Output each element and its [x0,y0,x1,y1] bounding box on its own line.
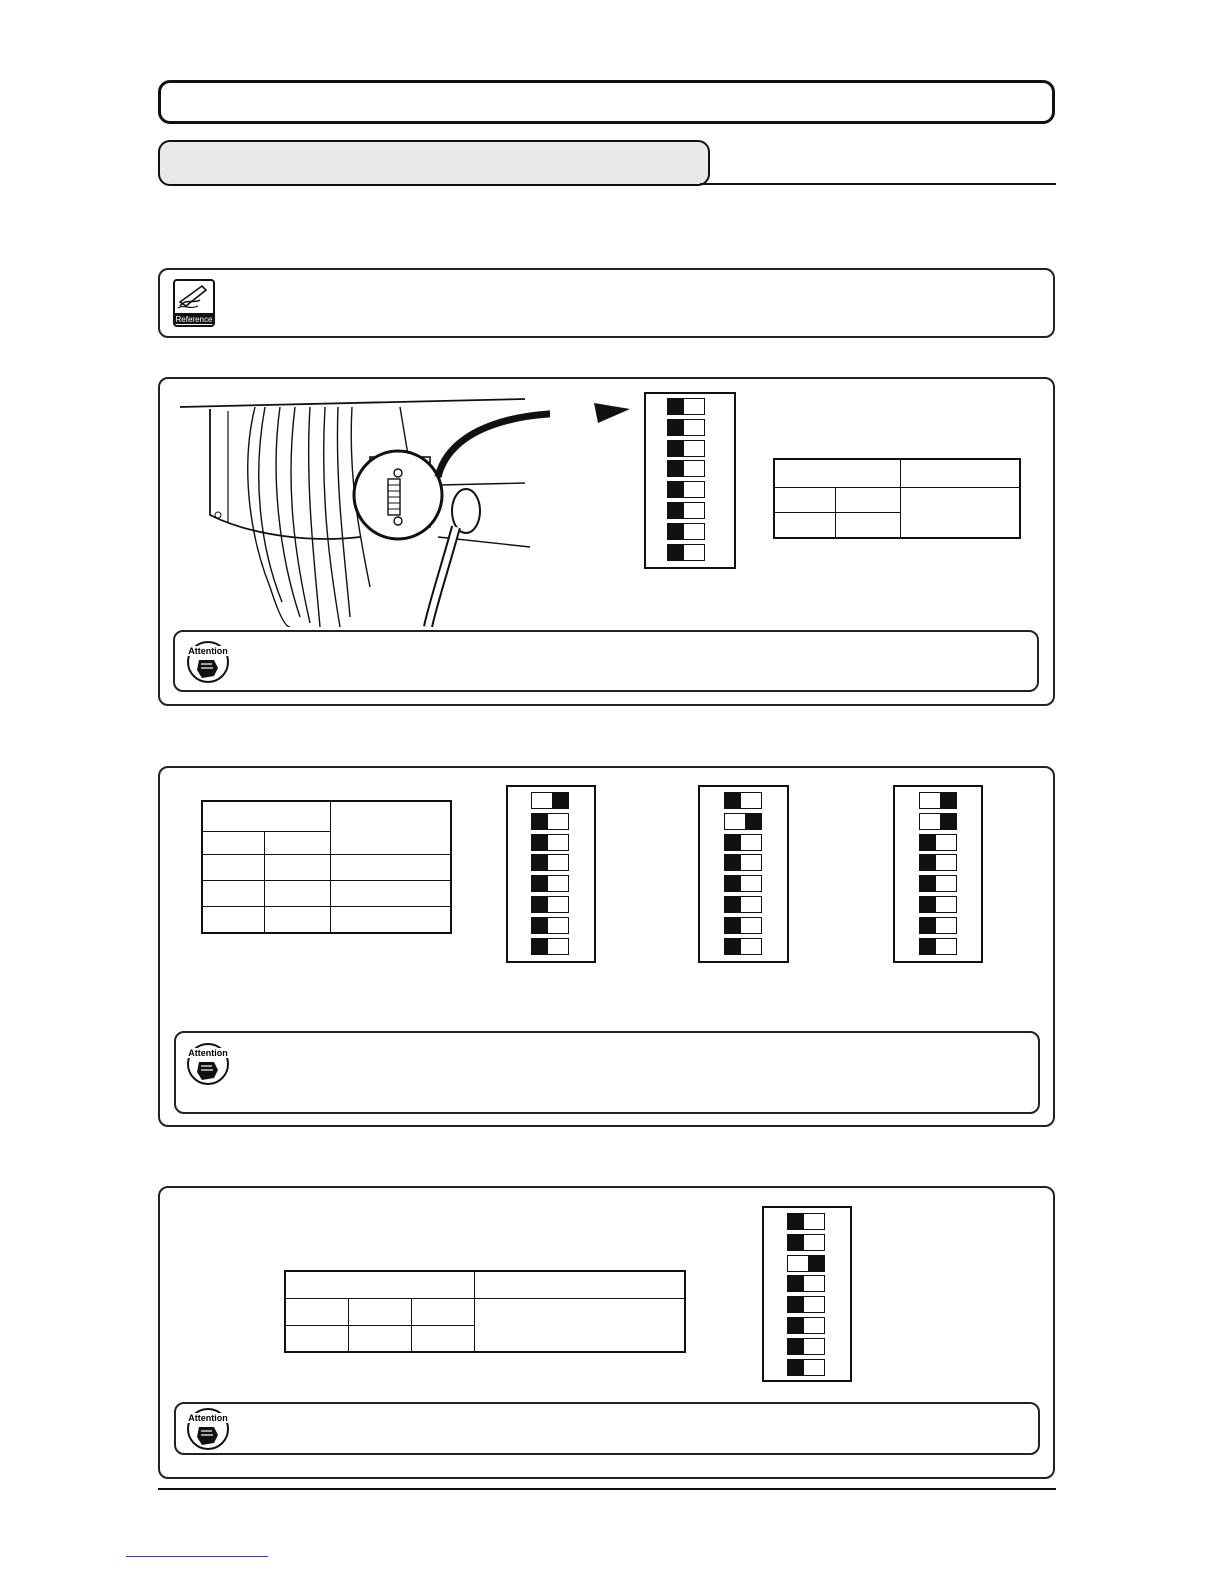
dip-toggle-knob [920,855,936,870]
dip-switch-mode-b [698,785,789,963]
dip-toggle-knob [668,441,684,456]
arrowhead-icon [592,395,632,425]
dip-toggle-mode-c-8 [919,938,957,955]
table-1-cell [774,513,835,538]
table-2-cell [202,854,264,880]
dip-toggle-mode-a-5 [531,875,569,892]
dip-toggle-board-5 [667,481,705,498]
dip-toggle-mode-c-6 [919,896,957,913]
table-3-cell [348,1325,411,1352]
dip-toggle-mode-c-2 [919,813,957,830]
dip-toggle-knob [668,482,684,497]
dip-toggle-knob [725,918,741,933]
dip-toggle-mode-b-6 [724,896,762,913]
dip-toggle-board-8 [667,544,705,561]
table-1-cell-merged [900,487,1020,538]
dip-toggle-knob [668,524,684,539]
dip-toggle-knob [788,1360,804,1375]
table-3-header-switch [285,1271,474,1298]
dip-toggle-mode-a-6 [531,896,569,913]
table-2-header-setting [330,801,451,854]
table-1-cell [774,487,835,512]
table-3-cell-merged [474,1298,685,1352]
dip-toggle-mode-c-1 [919,792,957,809]
attention-icon-label: Attention [188,1048,228,1058]
dip-toggle-knob [920,835,936,850]
table-3-cell [411,1325,474,1352]
table-2-header-switch [202,801,330,831]
dip-toggle-board-1 [667,398,705,415]
dip-toggle-mode-d-3 [787,1255,825,1272]
dip-toggle-mode-b-2 [724,813,762,830]
table-1-header-switch [774,459,900,487]
table-2-cell [264,906,330,933]
dip-toggle-board-6 [667,502,705,519]
dip-toggle-knob [920,876,936,891]
reference-icon-label: Reference [175,315,213,324]
attention-icon [186,1040,230,1086]
section-title-box [158,80,1055,124]
table-1-cell [835,513,900,538]
table-2-cell [330,880,451,906]
attention-icon [186,638,230,684]
dip-toggle-knob [668,503,684,518]
dip-toggle-knob [788,1339,804,1354]
dip-toggle-board-2 [667,419,705,436]
dip-toggle-knob [725,876,741,891]
table-2-cell [202,880,264,906]
dip-toggle-mode-d-5 [787,1296,825,1313]
dip-toggle-mode-d-4 [787,1275,825,1292]
dip-toggle-knob [668,461,684,476]
dip-toggle-knob [532,939,548,954]
table-1-header-setting [900,459,1020,487]
dip-toggle-mode-d-2 [787,1234,825,1251]
dip-toggle-mode-d-8 [787,1359,825,1376]
dip-toggle-knob [788,1276,804,1291]
dip-toggle-mode-a-3 [531,834,569,851]
dip-toggle-mode-a-2 [531,813,569,830]
dip-toggle-mode-b-7 [724,917,762,934]
dip-toggle-mode-c-7 [919,917,957,934]
attention-callout-3 [174,1402,1040,1455]
table-1-cell [835,487,900,512]
dip-toggle-knob [788,1297,804,1312]
dip-toggle-knob [668,420,684,435]
dip-toggle-knob [725,855,741,870]
attention-icon-label: Attention [188,1413,228,1423]
table-3-cell [285,1298,348,1325]
dip-toggle-mode-d-6 [787,1317,825,1334]
dip-toggle-mode-c-3 [919,834,957,851]
attention-callout-1 [173,630,1039,692]
table-3-cell [348,1298,411,1325]
attention-icon-label: Attention [188,646,228,656]
dip-toggle-mode-b-8 [724,938,762,955]
table-3-cell [285,1325,348,1352]
dip-toggle-knob [532,835,548,850]
dip-switch-mode-c [893,785,983,963]
table-2-cell [202,831,264,854]
dip-switch-mode-a [506,785,596,963]
dip-toggle-knob [725,939,741,954]
reference-icon [172,278,216,328]
dip-toggle-board-7 [667,523,705,540]
dip-toggle-knob [745,814,761,829]
dip-toggle-board-4 [667,460,705,477]
dip-toggle-knob [725,793,741,808]
dip-switch-mode-d [762,1206,852,1382]
dip-toggle-knob [532,876,548,891]
dip-toggle-mode-a-1 [531,792,569,809]
dip-toggle-knob [532,855,548,870]
dip-toggle-mode-d-7 [787,1338,825,1355]
dip-toggle-knob [532,897,548,912]
setting-table-3 [284,1270,686,1353]
dip-toggle-knob [668,399,684,414]
control-box-illustration [170,387,550,627]
table-2-cell [264,831,330,854]
table-2-cell [330,854,451,880]
table-2-cell [264,854,330,880]
dip-toggle-knob [532,814,548,829]
subsection-underline [700,183,1056,185]
dip-toggle-mode-a-8 [531,938,569,955]
table-2-cell [264,880,330,906]
dip-toggle-mode-b-3 [724,834,762,851]
setting-table-1 [773,458,1021,539]
dip-toggle-knob [920,897,936,912]
setting-table-2 [201,800,452,934]
subsection-title-tab [158,140,710,186]
dip-toggle-mode-b-1 [724,792,762,809]
dip-toggle-board-3 [667,440,705,457]
table-3-cell [411,1298,474,1325]
dip-toggle-knob [668,545,684,560]
dip-toggle-knob [788,1318,804,1333]
dip-toggle-mode-b-5 [724,875,762,892]
dip-toggle-knob [788,1235,804,1250]
dip-toggle-knob [552,793,568,808]
dip-toggle-mode-a-7 [531,917,569,934]
dip-toggle-knob [725,835,741,850]
footer-rule [158,1488,1056,1490]
dip-toggle-knob [808,1256,824,1271]
attention-icon [186,1405,230,1451]
table-3-header-setting [474,1271,685,1298]
dip-toggle-knob [940,793,956,808]
table-2-cell [330,906,451,933]
dip-toggle-knob [920,939,936,954]
dip-toggle-mode-c-4 [919,854,957,871]
dip-toggle-mode-a-4 [531,854,569,871]
dip-toggle-knob [788,1214,804,1229]
dip-toggle-mode-b-4 [724,854,762,871]
dip-toggle-knob [920,918,936,933]
footer-link-underline [126,1556,268,1557]
attention-callout-2 [174,1031,1040,1114]
dip-toggle-mode-d-1 [787,1213,825,1230]
reference-note-panel [158,268,1055,338]
dip-toggle-knob [940,814,956,829]
dip-toggle-mode-c-5 [919,875,957,892]
dip-toggle-knob [725,897,741,912]
table-2-cell [202,906,264,933]
dip-toggle-knob [532,918,548,933]
